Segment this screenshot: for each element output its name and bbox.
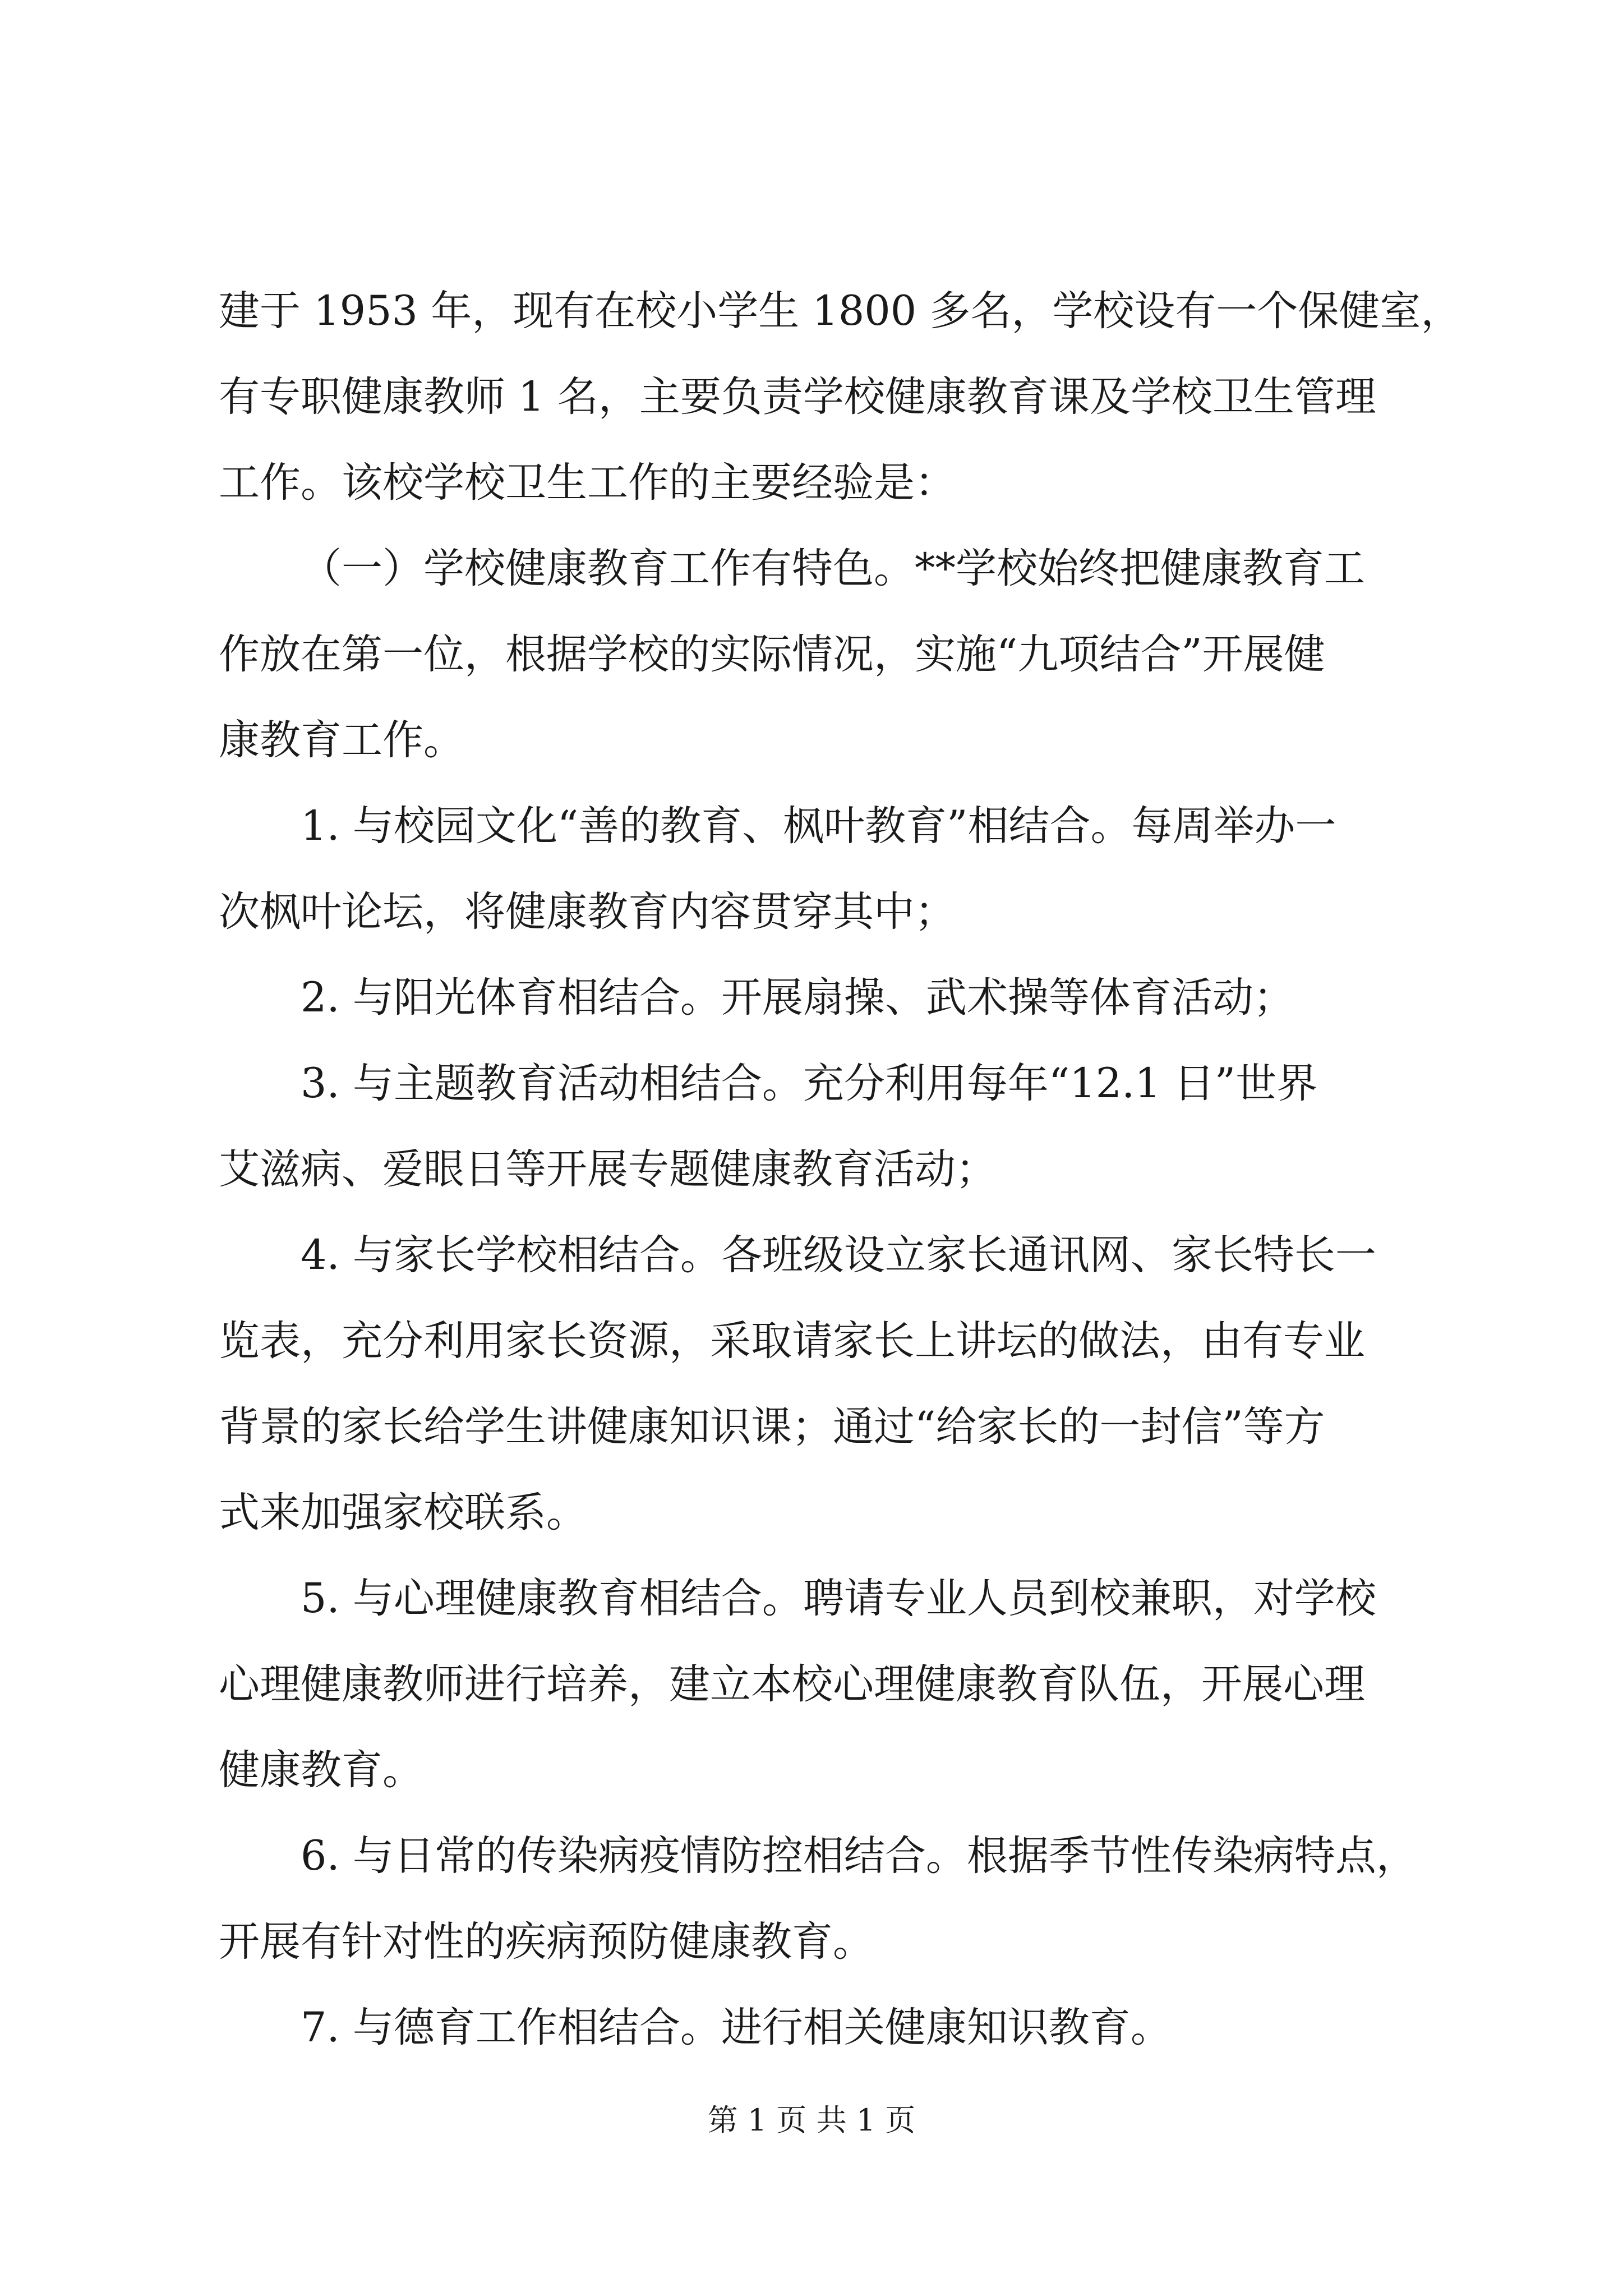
text-line: （一）学校健康教育工作有特色。**学校始终把健康教育工	[301, 545, 1365, 592]
text-line: 3. 与主题教育活动相结合。充分利用每年“12.1 日”世界	[301, 1060, 1318, 1107]
text-line: 4. 与家长学校相结合。各班级设立家长通讯网、家长特长一	[301, 1231, 1376, 1279]
text-line: 艾滋病、爱眼日等开展专题健康教育活动；	[219, 1145, 997, 1193]
text-line: 次枫叶论坛，将健康教育内容贯穿其中；	[219, 888, 956, 936]
text-line: 有专职健康教师 1 名，主要负责学校健康教育课及学校卫生管理	[219, 373, 1376, 421]
text-line: 工作。该校学校卫生工作的主要经验是：	[219, 459, 956, 507]
text-line: 2. 与阳光体育相结合。开展扇操、武术操等体育活动；	[301, 974, 1294, 1022]
text-line: 式来加强家校联系。	[219, 1489, 587, 1536]
text-line: 5. 与心理健康教育相结合。聘请专业人员到校兼职，对学校	[301, 1575, 1376, 1622]
text-line: 览表，充分利用家长资源，采取请家长上讲坛的做法，由有专业	[219, 1317, 1365, 1365]
text-line: 背景的家长给学生讲健康知识课；通过“给家长的一封信”等方	[219, 1403, 1325, 1451]
page-footer: 第 1 页 共 1 页	[707, 2102, 916, 2138]
text-line: 建于 1953 年，现有在校小学生 1800 多名，学校设有一个保健室，	[219, 287, 1462, 335]
document-body	[219, 268, 1462, 2070]
text-line: 1. 与校园文化“善的教育、枫叶教育”相结合。每周举办一	[301, 802, 1336, 850]
text-line: 心理健康教师进行培养，建立本校心理健康教育队伍，开展心理	[219, 1660, 1365, 1708]
text-line: 6. 与日常的传染病疫情防控相结合。根据季节性传染病特点，	[301, 1832, 1417, 1880]
text-line: 开展有针对性的疾病预防健康教育。	[219, 1918, 874, 1966]
text-line: 康教育工作。	[219, 716, 464, 764]
text-line: 健康教育。	[219, 1746, 423, 1794]
text-line: 7. 与德育工作相结合。进行相关健康知识教育。	[301, 2004, 1172, 2051]
text-line: 作放在第一位，根据学校的实际情况，实施“九项结合”开展健	[219, 631, 1325, 678]
